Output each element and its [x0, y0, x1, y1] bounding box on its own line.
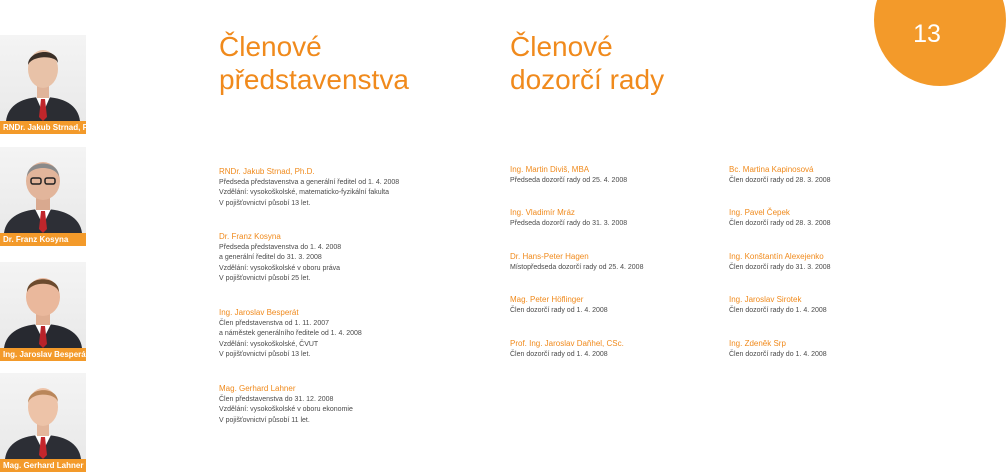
member-education: Vzdělání: vysokoškolské v oboru práva: [219, 264, 341, 272]
board-heading-line1: Členové: [219, 31, 322, 62]
member-experience: V pojišťovnictví působí 13 let.: [219, 351, 311, 359]
member-role: Člen dozorčí rady od 28. 3. 2008: [729, 219, 831, 227]
member-name: RNDr. Jakub Strnad, Ph.D.: [219, 167, 315, 176]
member-role: Předseda dozorčí rady do 31. 3. 2008: [510, 219, 628, 227]
member-name: Ing. Jaroslav Sirotek: [729, 295, 802, 304]
member-experience: V pojišťovnictví působí 13 let.: [219, 199, 311, 207]
supervisory-member-divis: [510, 165, 627, 186]
member-role: Člen dozorčí rady od 28. 3. 2008: [729, 176, 831, 184]
supervisory-member-danhel: [510, 339, 624, 360]
member-role: Člen dozorčí rady od 1. 4. 2008: [510, 350, 608, 358]
member-role: Člen dozorčí rady do 1. 4. 2008: [729, 350, 827, 358]
portrait-caption: Ing. Jaroslav Besperát: [0, 348, 86, 361]
member-education: Vzdělání: vysokoškolské, matematicko-fyzikální fakulta: [219, 189, 390, 197]
supervisory-member-sirotek: [729, 295, 827, 316]
portrait-kosyna: [0, 147, 86, 246]
member-name: Bc. Martina Kapinosová: [729, 165, 814, 174]
portrait-photo: [0, 35, 86, 121]
member-role: Předseda představenstva a generální ředitel od 1. 4. 2008: [219, 178, 400, 186]
portrait-photo: [0, 373, 86, 459]
portrait-strnad: [0, 35, 104, 134]
member-role: Člen dozorčí rady od 1. 4. 2008: [510, 306, 608, 314]
member-name: Ing. Pavel Čepek: [729, 208, 790, 217]
member-role: Místopředseda dozorčí rady od 25. 4. 2008: [510, 263, 644, 271]
member-experience: V pojišťovnictví působí 11 let.: [219, 416, 310, 424]
board-heading: [219, 30, 439, 96]
supervisory-member-srp: [729, 339, 827, 360]
member-name: Prof. Ing. Jaroslav Daňhel, CSc.: [510, 339, 624, 348]
member-role-continued: a generální ředitel do 31. 3. 2008: [219, 254, 322, 262]
member-name: Ing. Jaroslav Besperát: [219, 308, 299, 317]
member-role: Předseda dozorčí rady od 25. 4. 2008: [510, 176, 628, 184]
person-silhouette-icon: [0, 35, 86, 121]
member-name: Ing. Konštantín Alexejenko: [729, 252, 824, 261]
member-role: Člen představenstva do 31. 12. 2008: [219, 395, 334, 403]
page-number: 13: [913, 20, 941, 48]
member-role: Předseda představenstva do 1. 4. 2008: [219, 243, 342, 251]
supervisory-heading: [510, 30, 730, 96]
person-silhouette-icon: [0, 147, 86, 233]
member-name: Ing. Zdeněk Srp: [729, 339, 786, 348]
board-member-lahner: [219, 384, 353, 426]
portrait-lahner: [0, 373, 86, 472]
portrait-besperat: [0, 262, 89, 361]
board-member-besperat: [219, 308, 362, 361]
supervisory-heading-line2: dozorčí rady: [510, 64, 665, 95]
supervisory-member-cepek: [729, 208, 831, 229]
supervisory-heading-line1: Členové: [510, 31, 613, 62]
person-silhouette-icon: [0, 262, 86, 348]
supervisory-member-hagen: [510, 252, 643, 273]
member-name: Ing. Vladimír Mráz: [510, 208, 575, 217]
supervisory-member-hoflinger: [510, 295, 608, 316]
member-name: Mag. Gerhard Lahner: [219, 384, 296, 393]
supervisory-member-kapinosova: [729, 165, 831, 186]
member-role: Člen dozorčí rady do 31. 3. 2008: [729, 263, 831, 271]
member-education: Vzdělání: vysokoškolské, ČVUT: [219, 340, 319, 348]
person-silhouette-icon: [0, 373, 86, 459]
portrait-photo: [0, 262, 86, 348]
member-name: Mag. Peter Höflinger: [510, 295, 584, 304]
board-member-strnad: [219, 167, 399, 209]
member-education: Vzdělání: vysokoškolské v oboru ekonomie: [219, 406, 353, 414]
portrait-caption: RNDr. Jakub Strnad, Ph.D.: [0, 121, 86, 134]
portrait-photo: [0, 147, 86, 233]
board-heading-line2: představenstva: [219, 64, 409, 95]
member-name: Dr. Hans-Peter Hagen: [510, 252, 589, 261]
member-experience: V pojišťovnictví působí 25 let.: [219, 275, 311, 283]
supervisory-member-alexejenko: [729, 252, 831, 273]
board-member-kosyna: [219, 232, 341, 285]
member-role: Člen dozorčí rady do 1. 4. 2008: [729, 306, 827, 314]
member-role: Člen představenstva od 1. 11. 2007: [219, 319, 330, 327]
member-name: Dr. Franz Kosyna: [219, 232, 281, 241]
member-name: Ing. Martin Diviš, MBA: [510, 165, 590, 174]
supervisory-member-mraz: [510, 208, 627, 229]
portrait-caption: Mag. Gerhard Lahner: [0, 459, 86, 472]
member-role-continued: a náměstek generálního ředitele od 1. 4. 2008: [219, 330, 362, 338]
portrait-caption: Dr. Franz Kosyna: [0, 233, 86, 246]
